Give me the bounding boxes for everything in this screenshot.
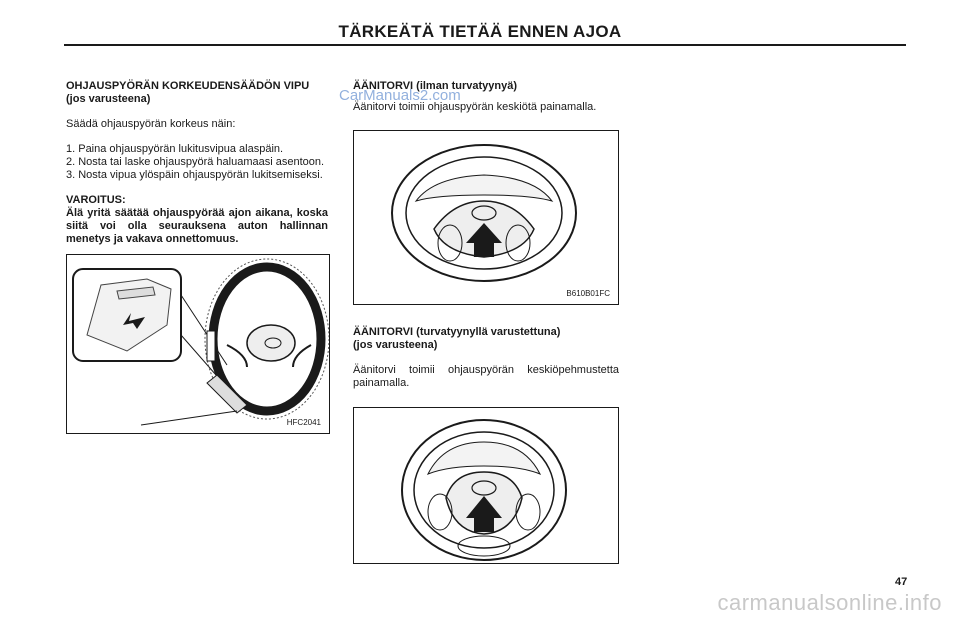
- horn-heading-airbag: ÄÄNITORVI (turvatyynyllä varustettuna): [353, 326, 561, 338]
- tilt-steering-illustration: [66, 254, 330, 434]
- footer-watermark: carmanualsonline.info: [717, 590, 942, 615]
- step-item: 2. Nosta tai laske ohjauspyörä haluamaasi asentoon.: [66, 156, 325, 168]
- header-rule: [64, 44, 906, 46]
- step-item: 1. Paina ohjauspyörän lukitusvipua alaspäin.: [66, 143, 284, 155]
- warning-body: Älä yritä säätää ohjauspyörää ajon aikana, koska siitä voi olla seurauksena auton hallinnan menetys ja vakava onnettomuus.: [66, 207, 328, 245]
- figure-code: B610B01FC: [566, 289, 610, 298]
- page-title: TÄRKEÄTÄ TIETÄÄ ENNEN AJOA: [338, 22, 622, 41]
- tilt-lever-subheading: (jos varusteena): [66, 93, 151, 105]
- horn-body-no-airbag: Äänitorvi toimii ohjauspyörän keskiötä painamalla.: [353, 101, 597, 113]
- horn-subheading-airbag: (jos varusteena): [353, 339, 438, 351]
- tilt-intro: Säädä ohjauspyörän korkeus näin:: [66, 118, 236, 130]
- figure-code: HFC2041: [286, 418, 321, 427]
- left-column: [66, 80, 328, 246]
- step-item: 3. Nosta vipua ylöspäin ohjauspyörän lukitsemiseksi.: [66, 169, 323, 181]
- horn-body-airbag: Äänitorvi toimii ohjauspyörän keskiöpehmustetta painamalla.: [353, 364, 619, 389]
- warning-title: VAROITUS:: [66, 194, 126, 206]
- airbag-horn-wheel-illustration: [353, 407, 619, 564]
- horn-wheel-illustration: [353, 130, 619, 305]
- watermark: CarManuals2.com: [339, 87, 461, 104]
- tilt-lever-heading: OHJAUSPYÖRÄN KORKEUDENSÄÄDÖN VIPU: [66, 80, 310, 92]
- airbag-horn-section: [353, 326, 619, 390]
- page-number: 47: [895, 576, 908, 588]
- horn-heading-no-airbag: ÄÄNITORVI (ilman turvatyynyä): [353, 80, 518, 92]
